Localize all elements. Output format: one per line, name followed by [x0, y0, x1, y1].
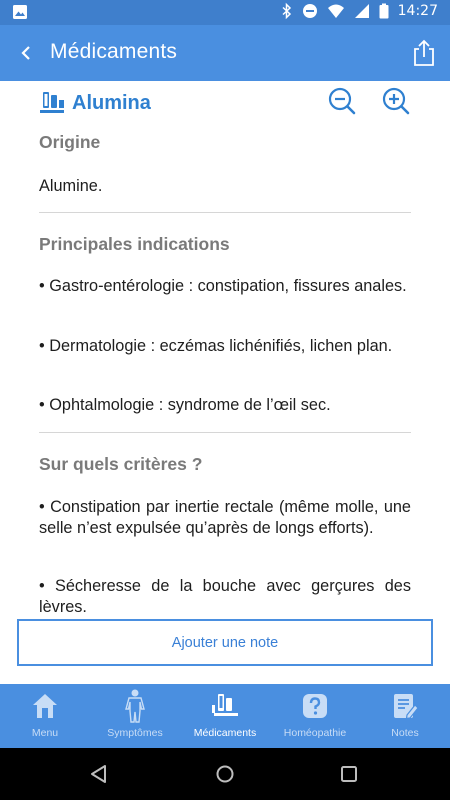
- zoom-out-icon: [327, 86, 357, 116]
- bottom-navigation: [0, 684, 450, 748]
- system-navigation-bar: [0, 748, 450, 800]
- wifi-icon: [327, 3, 345, 19]
- medicine-icon: [209, 690, 241, 722]
- status-bar: [0, 0, 450, 25]
- do-not-disturb-icon: [302, 3, 318, 19]
- nav-item-medications[interactable]: [180, 684, 270, 748]
- bluetooth-icon: [281, 3, 293, 19]
- nav-label: Symptômes: [107, 727, 163, 739]
- nav-item-symptoms[interactable]: [90, 684, 180, 748]
- add-note-button[interactable]: Ajouter une note: [17, 619, 433, 666]
- signal-icon: [354, 3, 370, 19]
- section-title: Sur quels critères ?: [39, 454, 203, 474]
- share-button[interactable]: [410, 38, 438, 68]
- nav-item-notes[interactable]: [360, 684, 450, 748]
- section-title: Principales indications: [39, 234, 230, 254]
- nav-item-menu[interactable]: [0, 684, 90, 748]
- question-icon: [299, 690, 331, 722]
- section-title: Origine: [39, 132, 101, 152]
- share-icon: [410, 38, 438, 68]
- section-indications: [39, 234, 411, 255]
- remedy-name: Alumina: [72, 91, 151, 114]
- home-icon: [29, 690, 61, 722]
- nav-label: Menu: [31, 727, 59, 739]
- body-icon: [119, 690, 151, 722]
- nav-label: Homéopathie: [283, 727, 347, 739]
- nav-item-homeopathy[interactable]: [270, 684, 360, 748]
- section-criteria: [39, 454, 411, 475]
- chevron-left-icon: [19, 45, 33, 61]
- section-paragraph: Alumine.: [39, 177, 103, 195]
- nav-label: Notes: [391, 727, 419, 739]
- divider: [39, 432, 411, 433]
- system-recents-icon[interactable]: [340, 765, 358, 783]
- system-back-icon[interactable]: [89, 764, 109, 784]
- section-paragraph: • Dermatologie : eczémas lichénifiés, lichen plan.: [39, 337, 393, 355]
- section-origine: [39, 132, 411, 153]
- section-paragraph: • Sécheresse de la bouche avec gerçures des lèvres.: [39, 577, 411, 616]
- remedy-header: [40, 87, 151, 119]
- section-paragraph: • Ophtalmologie : syndrome de l’œil sec.: [39, 396, 331, 414]
- notes-icon: [389, 690, 421, 722]
- nav-label: Médicaments: [193, 727, 257, 739]
- monograph-content[interactable]: [0, 81, 450, 616]
- app-bar: [0, 25, 450, 81]
- battery-icon: [379, 3, 389, 19]
- back-button[interactable]: [12, 39, 40, 67]
- status-time: 14:27: [397, 3, 438, 19]
- section-paragraph: • Gastro-entérologie : constipation, fissures anales.: [39, 277, 407, 295]
- gallery-notification-icon: [12, 4, 28, 20]
- zoom-in-button[interactable]: [381, 86, 411, 116]
- medicine-logo-icon: [40, 89, 68, 117]
- page-title: Médicaments: [50, 40, 178, 63]
- section-paragraph: • Constipation par inertie rectale (même molle, une selle n’est expulsée qu’après de longs efforts).: [39, 498, 411, 537]
- zoom-out-button[interactable]: [327, 86, 357, 116]
- divider: [39, 212, 411, 213]
- zoom-in-icon: [381, 86, 411, 116]
- system-home-icon[interactable]: [215, 764, 235, 784]
